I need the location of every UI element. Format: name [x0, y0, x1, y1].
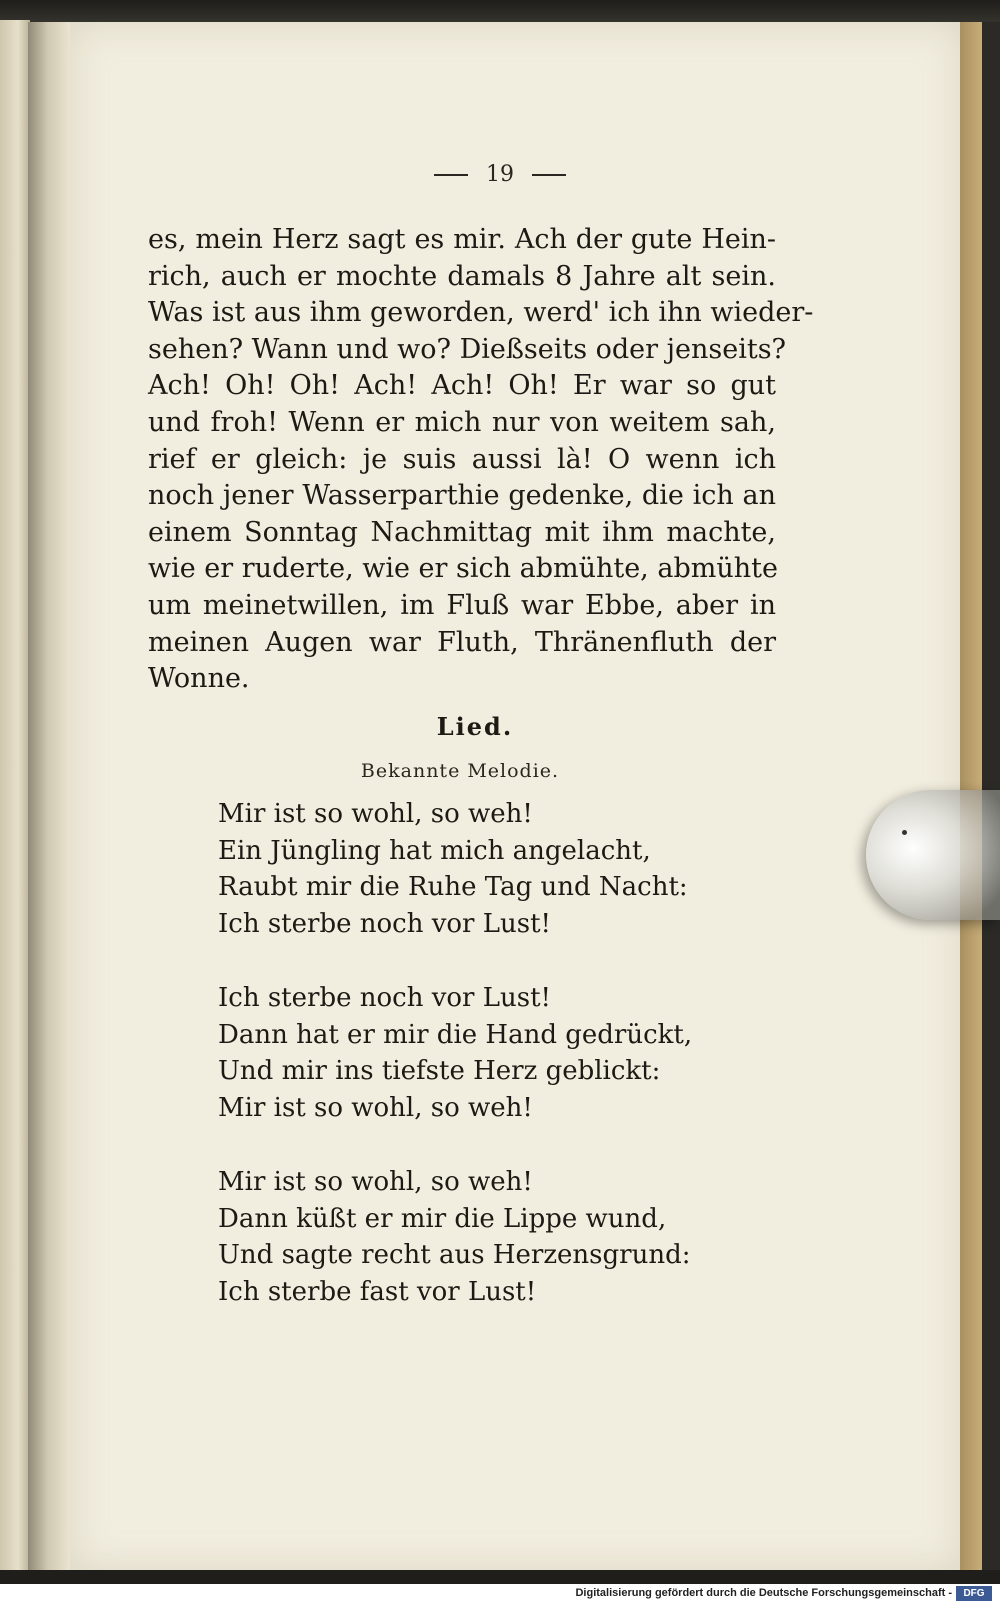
- page-header: [0, 162, 1000, 187]
- prose-line: rief er gleich: je suis aussi là! O wenn ich: [148, 443, 776, 475]
- stanza-2: [218, 980, 778, 1126]
- prose-line: Was ist aus ihm geworden, werd' ich ihn wieder-: [148, 297, 814, 329]
- footer-credit: Digitalisierung gefördert durch die Deutsche Forschungsgemeinschaft -: [575, 1587, 952, 1599]
- prose-line: noch jener Wasserparthie gedenke, die ich an: [148, 480, 776, 512]
- page-number: 19: [486, 162, 514, 187]
- verse-line: Mir ist so wohl, so weh!: [218, 1167, 533, 1197]
- verse-line: Ich sterbe noch vor Lust!: [218, 983, 551, 1013]
- left-page-edge: [0, 20, 30, 1570]
- song-melody-note: Bekannte Melodie.: [360, 760, 560, 782]
- stanza-1: [218, 796, 778, 942]
- book-gutter: [28, 22, 72, 1570]
- prose-line: wie er ruderte, wie er sich abmühte, abmühte: [148, 553, 778, 585]
- scan-background-top: [0, 0, 1000, 22]
- verse-line: Raubt mir die Ruhe Tag und Nacht:: [218, 872, 688, 902]
- prose-line: um meinetwillen, im Fluß war Ebbe, aber in: [148, 589, 776, 621]
- verse-line: Ich sterbe fast vor Lust!: [218, 1276, 537, 1307]
- prose-line: Wonne.: [148, 663, 250, 695]
- clip-rivet: [902, 830, 907, 835]
- prose-line: sehen? Wann und wo? Dießseits oder jenseits?: [148, 333, 787, 365]
- dfg-logo: DFG: [956, 1586, 992, 1601]
- verse-line: Ich sterbe noch vor Lust!: [218, 908, 551, 939]
- verse-line: Ein Jüngling hat mich angelacht,: [218, 835, 651, 866]
- prose-paragraph: [148, 222, 814, 698]
- song-title: Lied.: [436, 712, 514, 741]
- right-dash: [532, 174, 566, 176]
- page-clip: [866, 790, 1000, 920]
- left-dash: [434, 174, 468, 176]
- verse-line: Und mir ins tiefste Herz geblickt:: [218, 1056, 661, 1086]
- verse-line: Und sagte recht aus Herzensgrund:: [218, 1240, 691, 1270]
- prose-line: es, mein Herz sagt es mir. Ach der gute Hein-: [148, 224, 776, 255]
- prose-line: meinen Augen war Fluth, Thränenfluth der: [148, 626, 776, 658]
- prose-line: Ach! Oh! Oh! Ach! Ach! Oh! Er war so gut: [148, 370, 776, 402]
- verse-line: Mir ist so wohl, so weh!: [218, 1092, 533, 1123]
- stanza-3: [218, 1164, 778, 1310]
- prose-line: und froh! Wenn er mich nur von weitem sah,: [148, 406, 776, 438]
- verse-line: Mir ist so wohl, so weh!: [218, 799, 533, 829]
- prose-line: rich, auch er mochte damals 8 Jahre alt sein.: [148, 260, 776, 292]
- prose-line: einem Sonntag Nachmittag mit ihm machte,: [148, 516, 776, 548]
- verse-line: Dann küßt er mir die Lippe wund,: [218, 1203, 667, 1234]
- verse-line: Dann hat er mir die Hand gedrückt,: [218, 1019, 693, 1050]
